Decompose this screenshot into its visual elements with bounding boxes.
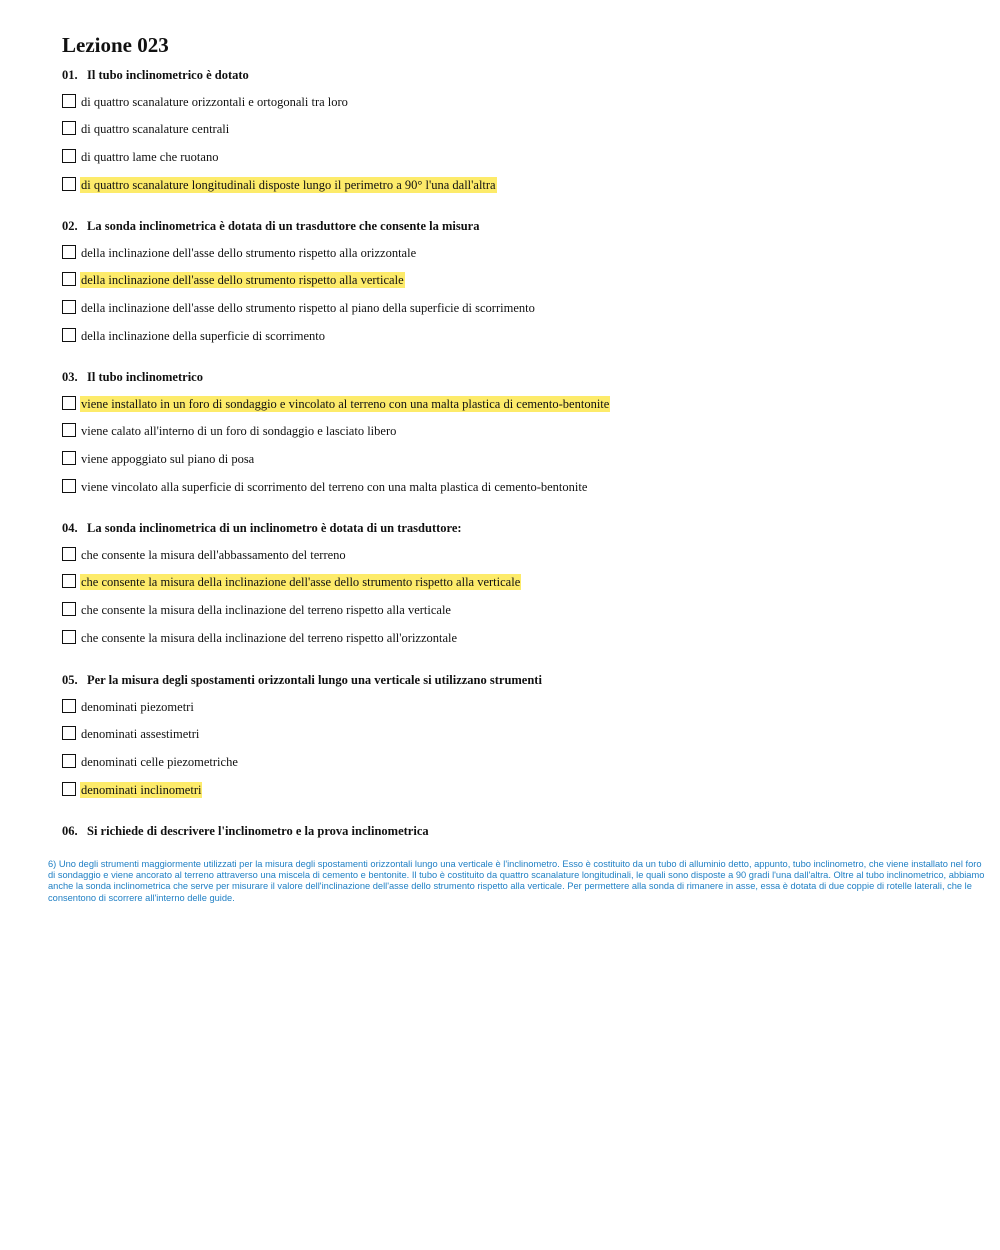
question-05 — [62, 672, 982, 798]
option-text: che consente la misura della inclinazione del terreno rispetto alla verticale — [81, 603, 451, 618]
option-text: che consente la misura della inclinazione del terreno rispetto all'orizzontale — [81, 630, 458, 645]
option-checkbox[interactable] — [62, 782, 76, 796]
option-checkbox[interactable] — [62, 121, 76, 135]
question-title — [62, 67, 982, 83]
question-number: 02. — [62, 219, 78, 233]
option-checkbox[interactable] — [62, 272, 76, 286]
answer-option[interactable] — [62, 451, 982, 467]
open-answer-text: 6) Uno degli strumenti maggiormente utilizzati per la misura degli spostamenti orizzontali lungo una verticale è l'inclinometro. Esso è costituito da un tubo di alluminio detto, appunto, tubo inclinometro, che viene installato nel foro di sondaggio e viene ancorato al terreno attraverso una miscela di cemento e bentonite. Il tubo è costituito da quattro scanalature longitudinali, le quali sono disposte a 90 gradi l'una dall'altra. Oltre al tubo inclinometrico, abbiamo anche la sonda inclinometrica che serve per misurare il valore dell'inclinazione dell'asse dello strumento rispetto alla verticale. Per permettere alla sonda di rimanere in asse, essa è dotata di due coppie di rotelle laterali, che le consentono di scorrere all'interno delle guide. — [48, 859, 985, 903]
answer-option[interactable] — [62, 547, 982, 563]
answer-option[interactable] — [62, 121, 982, 137]
option-checkbox[interactable] — [62, 479, 76, 493]
answer-option[interactable] — [62, 423, 982, 439]
option-checkbox[interactable] — [62, 630, 76, 644]
option-text-highlighted: che consente la misura della inclinazione dell'asse dello strumento rispetto alla verticale — [81, 575, 521, 590]
option-text: viene appoggiato sul piano di posa — [81, 452, 255, 467]
question-text: La sonda inclinometrica di un inclinometro è dotata di un trasduttore: — [87, 521, 462, 535]
answer-option-correct[interactable] — [62, 396, 982, 412]
answer-option-correct[interactable] — [62, 272, 982, 288]
option-checkbox[interactable] — [62, 547, 76, 561]
option-text: della inclinazione dell'asse dello strumento rispetto alla orizzontale — [81, 245, 417, 260]
question-text: Si richiede di descrivere l'inclinometro e la prova inclinometrica — [87, 824, 429, 838]
option-text: denominati piezometri — [81, 699, 194, 714]
question-02 — [62, 218, 982, 344]
answer-option-correct[interactable] — [62, 574, 982, 590]
answer-option[interactable] — [62, 726, 982, 742]
option-checkbox[interactable] — [62, 754, 76, 768]
question-06 — [62, 823, 982, 839]
question-number: 01. — [62, 68, 78, 82]
option-checkbox[interactable] — [62, 574, 76, 588]
option-checkbox[interactable] — [62, 300, 76, 314]
answer-option[interactable] — [62, 630, 982, 646]
option-text: viene calato all'interno di un foro di sondaggio e lasciato libero — [81, 424, 397, 439]
answer-option[interactable] — [62, 328, 982, 344]
answer-option[interactable] — [62, 149, 982, 165]
option-checkbox[interactable] — [62, 94, 76, 108]
question-number: 06. — [62, 824, 78, 838]
option-checkbox[interactable] — [62, 699, 76, 713]
option-text-highlighted: di quattro scanalature longitudinali disposte lungo il perimetro a 90° l'una dall'altra — [81, 177, 496, 192]
question-03 — [62, 369, 982, 495]
option-checkbox[interactable] — [62, 726, 76, 740]
question-number: 03. — [62, 370, 78, 384]
option-text: di quattro scanalature orizzontali e ortogonali tra loro — [81, 94, 348, 109]
option-text: che consente la misura dell'abbassamento del terreno — [81, 547, 346, 562]
option-checkbox[interactable] — [62, 245, 76, 259]
question-text: Il tubo inclinometrico — [87, 370, 203, 384]
option-checkbox[interactable] — [62, 423, 76, 437]
question-title — [62, 520, 982, 536]
question-01 — [62, 67, 982, 193]
option-text-highlighted: denominati inclinometri — [81, 782, 202, 797]
option-text-highlighted: viene installato in un foro di sondaggio e vincolato al terreno con una malta plastica di cemento-bentonite — [81, 396, 610, 411]
answer-option[interactable] — [62, 479, 982, 495]
question-number: 04. — [62, 521, 78, 535]
answer-option[interactable] — [62, 94, 982, 110]
option-checkbox[interactable] — [62, 177, 76, 191]
answer-option[interactable] — [62, 300, 982, 316]
option-text-highlighted: della inclinazione dell'asse dello strumento rispetto alla verticale — [81, 273, 404, 288]
option-text: della inclinazione della superficie di scorrimento — [81, 328, 326, 343]
question-04 — [62, 520, 982, 646]
option-checkbox[interactable] — [62, 602, 76, 616]
question-title — [62, 823, 982, 839]
answer-option[interactable] — [62, 754, 982, 770]
option-text: della inclinazione dell'asse dello strumento rispetto al piano della superficie di scorrimento — [81, 301, 535, 316]
answer-option[interactable] — [62, 699, 982, 715]
option-text: di quattro scanalature centrali — [81, 122, 230, 137]
option-checkbox[interactable] — [62, 396, 76, 410]
question-text: Per la misura degli spostamenti orizzontali lungo una verticale si utilizzano strumenti — [87, 673, 542, 687]
question-text: Il tubo inclinometrico è dotato — [87, 68, 249, 82]
question-number: 05. — [62, 673, 78, 687]
question-title — [62, 218, 982, 234]
answer-option-correct[interactable] — [62, 782, 982, 798]
lesson-title: Lezione 023 — [62, 33, 169, 57]
answer-option-correct[interactable] — [62, 177, 982, 193]
option-checkbox[interactable] — [62, 328, 76, 342]
option-checkbox[interactable] — [62, 149, 76, 163]
option-text: viene vincolato alla superficie di scorrimento del terreno con una malta plastica di cemento-bentonite — [81, 479, 588, 494]
option-text: di quattro lame che ruotano — [81, 150, 219, 165]
question-title — [62, 369, 982, 385]
option-checkbox[interactable] — [62, 451, 76, 465]
option-text: denominati celle piezometriche — [81, 755, 238, 770]
answer-option[interactable] — [62, 245, 982, 261]
option-text: denominati assestimetri — [81, 727, 200, 742]
question-text: La sonda inclinometrica è dotata di un trasduttore che consente la misura — [87, 219, 480, 233]
answer-option[interactable] — [62, 602, 982, 618]
question-title — [62, 672, 982, 688]
